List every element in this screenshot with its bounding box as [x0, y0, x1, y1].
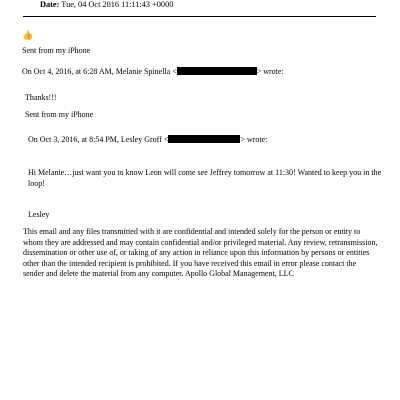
message2-body: Thanks!!! [25, 93, 57, 102]
quote-suffix: > wrote: [240, 135, 268, 144]
redacted-email [177, 67, 257, 75]
email-date-header [40, 0, 173, 10]
quote-prefix: On Oct 3, 2016, at 8:54 PM, Lesley Groff < [28, 135, 169, 144]
header-divider [23, 16, 376, 17]
message2-signature: Sent from my iPhone [25, 110, 94, 119]
message1-quote-header [22, 67, 284, 77]
message3-sender-name: Lesley [28, 210, 50, 219]
message1-signature: Sent from my iPhone [22, 46, 91, 55]
message2-quote-header [28, 135, 267, 145]
thumbs-up-icon: 👍 [22, 30, 34, 40]
message3-body: Hi Melanie…just want you to know Leon will come see Jeffrey tomorrow at 11:30! Wanted to keep you in the loop! [28, 168, 382, 188]
date-label: Date: [40, 0, 60, 9]
quote-suffix: > wrote: [256, 67, 284, 76]
date-value: Tue, 04 Oct 2016 11:11:43 +0000 [61, 0, 174, 9]
confidentiality-disclaimer: This email and any files transmitted with it are confidential and intended solely for the person or entity to whom they are addressed and may contain confidential and/or privileged material. Any review, retransmission, dissemination or other use of, or taking of any action in reliance upon this information by persons or entities other than the intended recipient is prohibited. If you have received this email in error please contact the sender and delete the material from any computer. Apollo Global Management, LLC [23, 227, 378, 279]
redacted-email [168, 135, 240, 143]
quote-prefix: On Oct 4, 2016, at 6:28 AM, Melanie Spinella < [22, 67, 177, 76]
